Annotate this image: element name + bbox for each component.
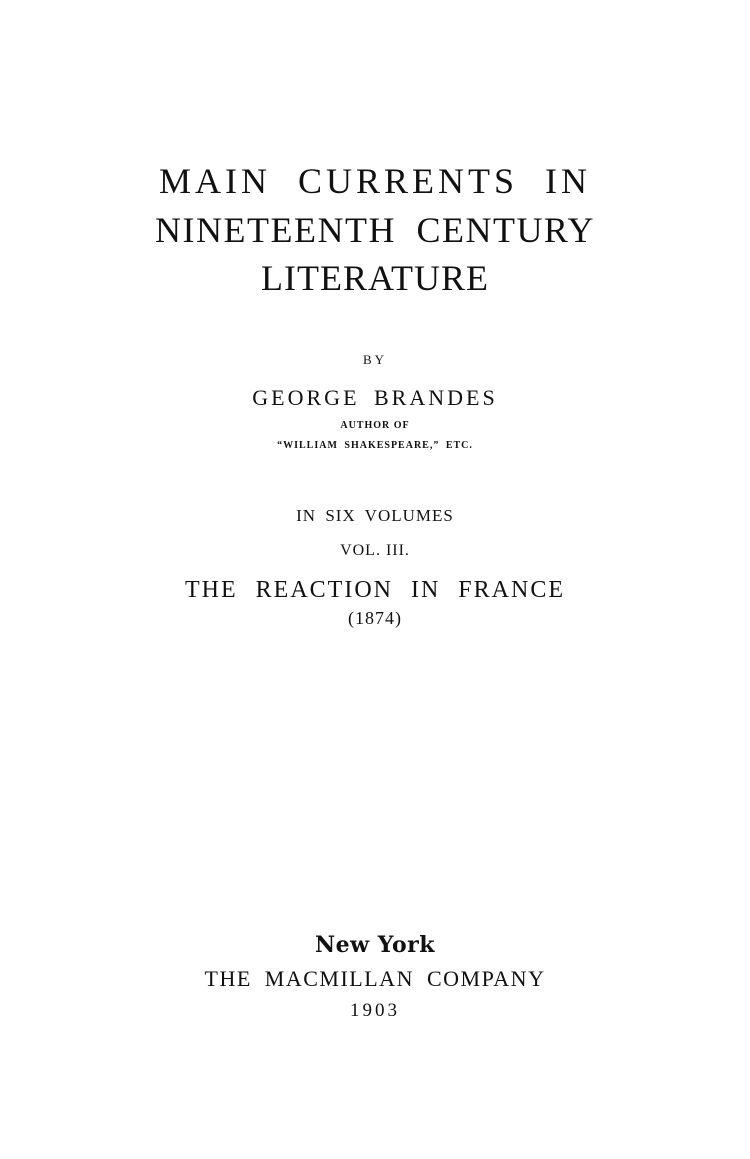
title-line-3: LITERATURE xyxy=(261,258,489,298)
imprint-publisher: THE MACMILLAN COMPANY xyxy=(204,966,546,991)
volume-title: THE REACTION IN FRANCE xyxy=(185,577,565,603)
imprint-place: New York xyxy=(314,932,435,958)
title-line-2: NINETEENTH CENTURY xyxy=(155,210,595,250)
author-previous-work: “WILLIAM SHAKESPEARE,” ETC. xyxy=(277,440,473,451)
volume-number: VOL. III. xyxy=(340,542,410,559)
imprint-year: 1903 xyxy=(350,1000,400,1021)
set-description: IN SIX VOLUMES xyxy=(296,506,454,525)
title-line-1: MAIN CURRENTS IN xyxy=(158,161,591,201)
author-name: GEORGE BRANDES xyxy=(252,385,498,410)
volume-year: (1874) xyxy=(348,608,402,628)
by-label: BY xyxy=(362,352,388,367)
author-of-label: AUTHOR OF xyxy=(340,420,410,431)
